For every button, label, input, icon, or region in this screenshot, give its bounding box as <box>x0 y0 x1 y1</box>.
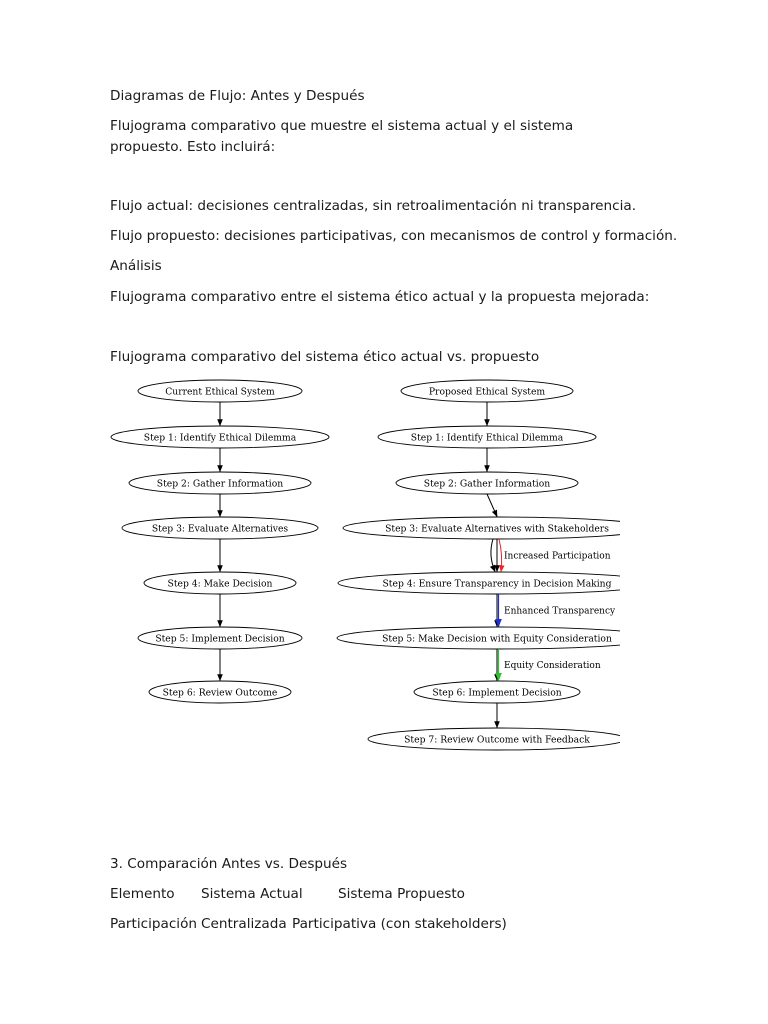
current-node-label-2: Step 2: Gather Information <box>156 478 284 490</box>
current-node-label-6: Step 6: Review Outcome <box>162 687 278 699</box>
comparative-flowchart <box>110 372 620 764</box>
proposed-node-label-2: Step 2: Gather Information <box>423 478 551 490</box>
proposed-node-label-7: Step 7: Review Outcome with Feedback <box>404 734 590 746</box>
analysis-text: Flujograma comparativo entre el sistema ético actual y la propuesta mejorada: <box>110 289 650 305</box>
current-flow-text: Flujo actual: decisiones centralizadas, sin retroalimentación ni transparencia. <box>110 198 637 214</box>
header-proposed: Sistema Propuesto <box>338 886 465 902</box>
figure-caption: Flujograma comparativo del sistema ético actual vs. propuesto <box>110 349 540 365</box>
proposed-node-label-0: Proposed Ethical System <box>428 386 546 398</box>
section-3-heading: 3. Comparación Antes vs. Después <box>110 856 348 872</box>
current-node-label-1: Step 1: Identify Ethical Dilemma <box>143 432 297 444</box>
proposed-node-label-3: Step 3: Evaluate Alternatives with Stakeholders <box>385 523 609 535</box>
current-node-label-3: Step 3: Evaluate Alternatives <box>151 523 289 535</box>
proposed-node-label-4: Step 4: Ensure Transparency in Decision Making <box>382 578 612 590</box>
proposed-system-flow <box>337 380 620 750</box>
comparison-table-row <box>110 914 710 935</box>
proposed-edge-3-black <box>491 539 495 572</box>
row-proposed: Participativa (con stakeholders) <box>292 916 507 932</box>
current-node-label-5: Step 5: Implement Decision <box>155 633 285 645</box>
current-system-flow <box>111 380 329 703</box>
header-element: Elemento <box>110 886 175 902</box>
proposed-node-label-6: Step 6: Implement Decision <box>432 687 562 699</box>
document-heading: Diagramas de Flujo: Antes y Después <box>110 88 365 104</box>
proposed-flow-text: Flujo propuesto: decisiones participativas, con mecanismos de control y formación. <box>110 228 678 244</box>
comparison-table-header <box>110 884 710 905</box>
header-current: Sistema Actual <box>201 886 303 902</box>
edge-label-1: Enhanced Transparency <box>504 606 616 617</box>
proposed-node-label-1: Step 1: Identify Ethical Dilemma <box>410 432 564 444</box>
proposed-edge-3-colored <box>499 539 502 572</box>
analysis-heading: Análisis <box>110 258 162 274</box>
edge-label-0: Increased Participation <box>504 551 611 562</box>
proposed-edge-2 <box>487 494 497 517</box>
row-element: Participación <box>110 916 198 932</box>
intro-paragraph: Flujograma comparativo que muestre el sistema actual y el sistema propuesto. Esto incluirá: <box>110 118 574 155</box>
current-node-label-0: Current Ethical System <box>165 386 275 398</box>
current-node-label-4: Step 4: Make Decision <box>167 578 273 590</box>
row-current: Centralizada <box>201 916 287 932</box>
proposed-node-label-5: Step 5: Make Decision with Equity Consideration <box>382 633 612 645</box>
edge-label-2: Equity Consideration <box>504 660 601 671</box>
